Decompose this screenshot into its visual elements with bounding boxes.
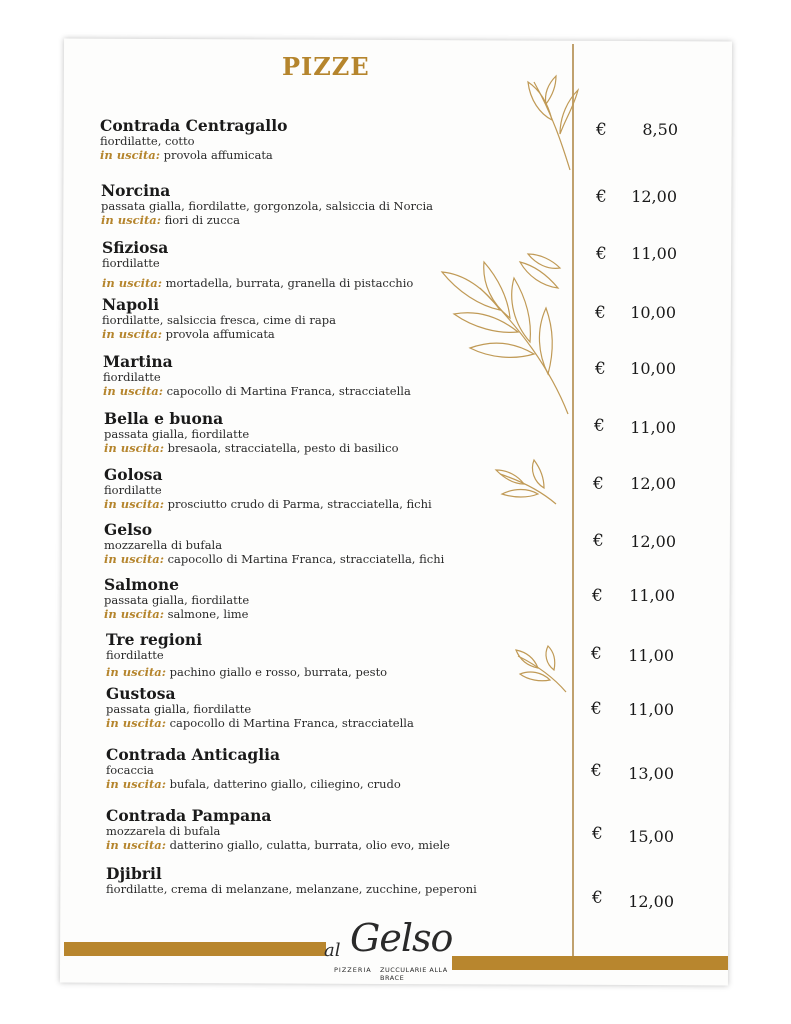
extra-label: in uscita:: [106, 777, 166, 791]
extra-ingredients: capocollo di Martina Franca, stracciatella, fichi: [167, 552, 445, 566]
pizza-name: Contrada Anticaglia: [106, 745, 281, 764]
extra-ingredients: capocollo di Martina Franca, stracciatella: [169, 716, 414, 730]
pizza-topping-extra: [101, 213, 240, 227]
currency-symbol: €: [594, 416, 605, 436]
pizza-ingredients: fiordilatte, salsiccia fresca, cime di rapa: [102, 313, 336, 327]
leaf-sprig-icon: [494, 458, 560, 508]
leaf-sprig-icon: [522, 74, 582, 174]
extra-ingredients: provola affumicata: [165, 327, 275, 341]
extra-ingredients: datterino giallo, culatta, burrata, olio evo, miele: [169, 838, 450, 852]
pizza-topping-extra: [104, 552, 444, 566]
pizza-topping-extra: [104, 607, 248, 621]
currency-symbol: €: [596, 187, 607, 207]
currency-symbol: €: [593, 531, 604, 551]
restaurant-logo: [322, 918, 452, 980]
pizza-ingredients: fiordilatte: [102, 256, 160, 270]
leaf-sprig-icon: [514, 644, 570, 696]
extra-label: in uscita:: [106, 716, 166, 730]
pizza-name: Djibril: [106, 864, 162, 883]
pizza-name: Martina: [103, 352, 173, 371]
currency-symbol: €: [596, 244, 607, 264]
pizza-name: Gelso: [104, 520, 153, 539]
leaf-sprig-icon: [440, 248, 572, 418]
extra-label: in uscita:: [101, 213, 161, 227]
pizza-name: Golosa: [104, 465, 163, 484]
pizza-price: 11,00: [628, 700, 674, 719]
pizza-price: 11,00: [628, 646, 674, 665]
extra-label: in uscita:: [103, 384, 163, 398]
pizza-topping-extra: [106, 716, 414, 730]
extra-label: in uscita:: [100, 148, 160, 162]
extra-label: in uscita:: [102, 276, 162, 290]
pizza-topping-extra: [100, 148, 273, 162]
pizza-topping-extra: [103, 384, 411, 398]
pizza-ingredients: fiordilatte: [106, 648, 164, 662]
pizza-ingredients: passata gialla, fiordilatte: [104, 593, 250, 607]
pizza-price: 15,00: [628, 827, 674, 846]
logo-caption-left: PIZZERIA: [334, 966, 372, 974]
currency-symbol: €: [596, 120, 607, 140]
pizza-price: 12,00: [628, 892, 674, 911]
pizza-price: 12,00: [630, 532, 676, 551]
currency-symbol: €: [595, 303, 606, 323]
extra-ingredients: prosciutto crudo di Parma, stracciatella, fichi: [167, 497, 432, 511]
extra-ingredients: bufala, datterino giallo, ciliegino, crudo: [169, 777, 401, 791]
pizza-topping-extra: [102, 327, 275, 341]
footer-band-right: [452, 956, 728, 970]
currency-symbol: €: [591, 761, 602, 781]
extra-ingredients: fiori di zucca: [164, 213, 240, 227]
pizza-name: Napoli: [102, 295, 160, 314]
pizza-price: 11,00: [629, 586, 675, 605]
vertical-divider: [572, 44, 574, 969]
pizza-price: 11,00: [630, 418, 676, 437]
currency-symbol: €: [592, 586, 603, 606]
currency-symbol: €: [592, 888, 603, 908]
pizza-ingredients: focaccia: [106, 763, 154, 777]
footer-band-left: [64, 942, 326, 956]
extra-label: in uscita:: [102, 327, 162, 341]
currency-symbol: €: [591, 644, 602, 664]
pizza-name: Contrada Pampana: [106, 806, 272, 825]
extra-label: in uscita:: [106, 665, 166, 679]
pizza-topping-extra: [104, 497, 432, 511]
extra-label: in uscita:: [106, 838, 166, 852]
extra-ingredients: mortadella, burrata, granella di pistacchio: [165, 276, 414, 290]
pizza-name: Gustosa: [106, 684, 176, 703]
pizza-topping-extra: [106, 838, 450, 852]
pizza-name: Sfiziosa: [102, 238, 169, 257]
extra-ingredients: capocollo di Martina Franca, stracciatella: [166, 384, 411, 398]
pizza-topping-extra: [106, 665, 387, 679]
pizza-price: 12,00: [631, 187, 677, 206]
pizza-name: Contrada Centragallo: [100, 116, 288, 135]
logo-caption-right: ZUCCULARIE ALLA BRACE: [380, 966, 448, 982]
extra-ingredients: provola affumicata: [163, 148, 273, 162]
pizza-price: 10,00: [630, 303, 676, 322]
pizza-name: Salmone: [104, 575, 179, 594]
pizza-name: Tre regioni: [106, 630, 203, 649]
extra-ingredients: salmone, lime: [167, 607, 249, 621]
extra-label: in uscita:: [104, 441, 164, 455]
pizza-ingredients: fiordilatte, crema di melanzane, melanzane, zucchine, peperoni: [106, 882, 477, 896]
pizza-ingredients: fiordilatte, cotto: [100, 134, 195, 148]
page-title: PIZZE: [282, 52, 370, 81]
pizza-price: 8,50: [642, 120, 678, 139]
pizza-ingredients: fiordilatte: [104, 483, 162, 497]
extra-ingredients: pachino giallo e rosso, burrata, pesto: [169, 665, 388, 679]
pizza-ingredients: passata gialla, fiordilatte: [104, 427, 250, 441]
pizza-ingredients: mozzarella di bufala: [104, 538, 223, 552]
pizza-price: 12,00: [630, 474, 676, 493]
extra-label: in uscita:: [104, 552, 164, 566]
pizza-topping-extra: [104, 441, 399, 455]
currency-symbol: €: [595, 359, 606, 379]
logo-name: Gelso: [350, 916, 453, 960]
extra-label: in uscita:: [104, 607, 164, 621]
extra-label: in uscita:: [104, 497, 164, 511]
pizza-ingredients: passata gialla, fiordilatte: [106, 702, 252, 716]
pizza-price: 13,00: [628, 764, 674, 783]
pizza-name: Bella e buona: [104, 409, 224, 428]
logo-prefix: al: [324, 940, 341, 961]
pizza-name: Norcina: [101, 181, 171, 200]
pizza-topping-extra: [106, 777, 401, 791]
currency-symbol: €: [593, 474, 604, 494]
pizza-ingredients: passata gialla, fiordilatte, gorgonzola, salsiccia di Norcia: [101, 199, 433, 213]
pizza-price: 10,00: [630, 359, 676, 378]
pizza-price: 11,00: [631, 244, 677, 263]
currency-symbol: €: [592, 824, 603, 844]
pizza-ingredients: mozzarela di bufala: [106, 824, 221, 838]
pizza-ingredients: fiordilatte: [103, 370, 161, 384]
extra-ingredients: bresaola, stracciatella, pesto di basilico: [167, 441, 399, 455]
currency-symbol: €: [591, 699, 602, 719]
pizza-topping-extra: [102, 276, 413, 290]
